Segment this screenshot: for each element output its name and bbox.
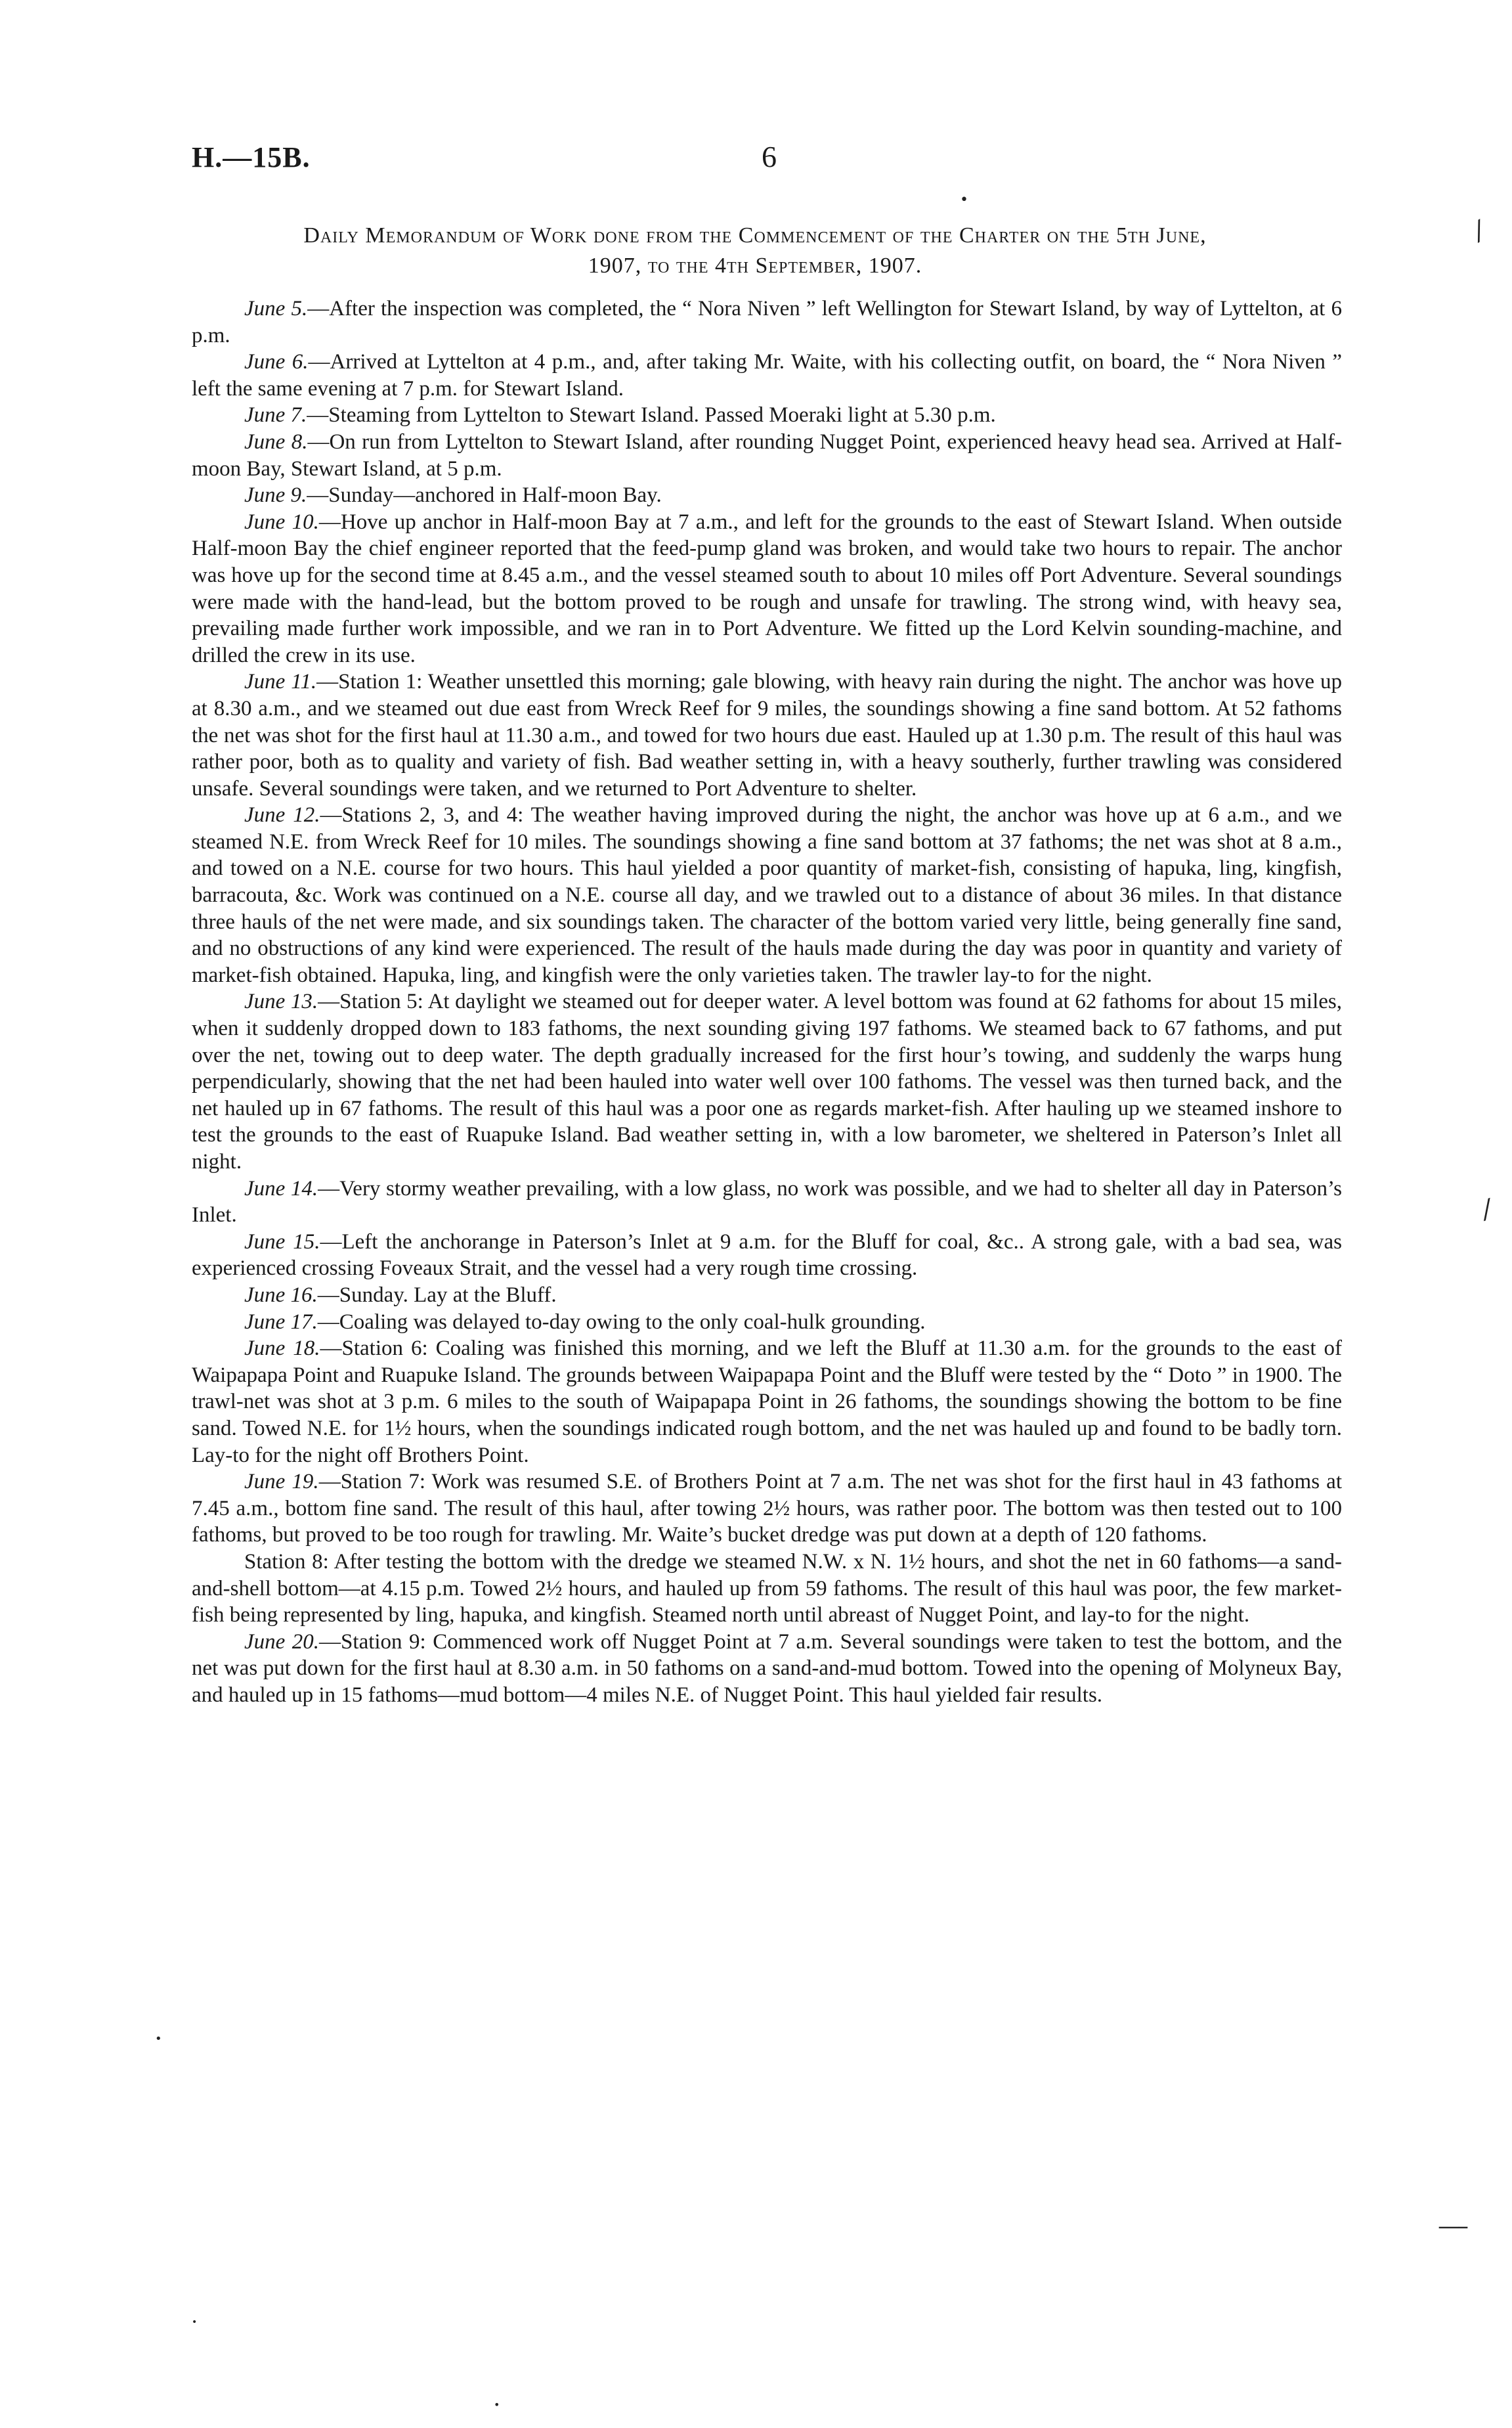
scan-tick-mark: ⁄ [1469,217,1489,246]
entry-date: June 10. [244,510,319,534]
memorandum-title-line-2: 1907, to the 4th September, 1907. [588,254,922,278]
memorandum-body [192,296,1342,1708]
entry-text: —Very stormy weather prevailing, with a low glass, no work was possible, and we had to shelter all day in Paterson’s Inlet. [192,1176,1343,1227]
entry-text: —Stations 2, 3, and 4: The weather having improved during the night, the anchor was hove up at 6 a.m., and we steamed N.E. from Wreck Reef for 10 miles. The soundings showing a fine sand bottom at 37 fathoms; the net was shot at 8 a.m., and towed on a N.E. course for two hours. This haul yielded a poor quantity of market-fish, consisting of hapuka, ling, kingfish, barracouta, &c. Work was continued on a N.E. course all day, and we trawled out to a distance of about 36 miles. In that distance three hauls of the net were made, and six soundings taken. The character of the bottom varied very little, being generally fine sand, and no obstructions of any kind were experienced. The result of the hauls made during the day was poor in quantity and variety of market-fish obtained. Hapuka, ling, and kingfish were the only varieties taken. The trawler lay-to for the night. [192,803,1342,987]
entry-june-9 [192,482,1342,509]
scan-dot-mark: • [960,192,968,208]
entry-june-13 [192,988,1342,1175]
scan-dot-mark: • [155,2032,162,2046]
entry-text: —Station 7: Work was resumed S.E. of Brothers Point at 7 a.m. The net was shot for the first haul in 43 fathoms at 7.45 a.m., bottom fine sand. The result of this haul, after towing 2½ hours, was rather poor. The bottom was then tested out to 100 fathoms, but proved to be too rough for trawling. Mr. Waite’s bucket dredge was put down at a depth of 120 fathoms. [192,1470,1342,1547]
entry-text: Station 8: After testing the bottom with the dredge we steamed N.W. x N. 1½ hours, and shot the net in 60 fathoms—a sand-and-shell bottom—at 4.15 p.m. Towed 2½ hours, and hauled up from 59 fathoms. The result of this haul was poor, the few market-fish being represented by ling, hapuka, and kingfish. Steamed north until abreast of Nugget Point, and lay-to for the night. [192,1549,1342,1627]
entry-text: —Steaming from Lyttelton to Stewart Island. Passed Moeraki light at 5.30 p.m. [307,403,996,428]
entry-date: June 5. [244,297,308,320]
entry-june-10 [192,509,1342,669]
entry-june-11 [192,669,1342,802]
entry-date: June 19. [244,1470,319,1494]
scan-dot-mark: • [192,2317,198,2328]
entry-text: —Coaling was delayed to-day owing to the only coal-hulk grounding. [317,1310,926,1334]
entry-date: June 18. [244,1336,320,1361]
entry-june-19 [192,1468,1342,1549]
entry-date: June 8. [244,430,308,454]
entry-date: June 6. [244,350,309,374]
entry-text: —Left the anchorange in Paterson’s Inlet at 9 a.m. for the Bluff for coal, &c.. A strong gale, with a bad sea, was experienced crossing Foveaux Strait, and the vessel had a very rough time crossing. [192,1229,1342,1281]
entry-text: —On run from Lyttelton to Stewart Island, after rounding Nugget Point, experienced heavy head sea. Arrived at Half-moon Bay, Stewart Island, at 5 p.m. [192,430,1343,481]
entry-june-20 [192,1629,1342,1709]
entry-text: —Sunday. Lay at the Bluff. [317,1283,557,1307]
entry-date: June 11. [244,670,317,694]
entry-date: June 9. [244,483,307,508]
scan-tick-mark: ⁄ [1480,1195,1495,1225]
entry-june-18 [192,1335,1342,1468]
entry-date: June 14. [244,1176,318,1201]
entry-june-7 [192,402,1342,429]
entry-june-8 [192,429,1342,482]
entry-june-16 [192,1282,1342,1309]
entry-text: —After the inspection was completed, the “ Nora Niven ” left Wellington for Stewart Island, by way of Lyttelton, at 6 p.m. [192,297,1342,347]
page-number: 6 [762,140,777,173]
scan-dot-mark: • [494,2398,500,2411]
entry-date: June 7. [244,403,307,428]
entry-june-14 [192,1176,1342,1229]
entry-date: June 13. [244,990,318,1014]
entry-text: —Station 6: Coaling was finished this morning, and we left the Bluff at 11.30 a.m. for the grounds to the east of Waipapapa Point and Ruapuke Island. The grounds between Waipapapa Point and the Bluff were tested by the “ Doto ” in 1900. The trawl-net was shot at 3 p.m. 6 miles to the south of Waipapapa Point in 26 fathoms, the soundings showing the bottom to be fine sand. Towed N.E. for 1½ hours, when the soundings indicated rough bottom, and the net was hauled up and found to be badly torn. Lay-to for the night off Brothers Point. [192,1336,1342,1467]
entry-text: —Station 1: Weather unsettled this morning; gale blowing, with heavy rain during the night. The anchor was hove up at 8.30 a.m., and we steamed out due east from Wreck Reef for 9 miles, the soundings showing a fine sand bottom. At 52 fathoms the net was shot for the first haul at 11.30 a.m., and towed for two hours due east. Hauled up at 1.30 p.m. The result of this haul was rather poor, both as to quality and variety of fish. Bad weather setting in, with a heavy southerly, further trawling was considered unsafe. Several soundings were taken, and we returned to Port Adventure to shelter. [192,670,1342,801]
entry-june-6 [192,349,1342,402]
entry-date: June 15. [244,1229,320,1254]
memorandum-title-line-1: Daily Memorandum of Work done from the Commencement of the Charter on the 5th June, [303,223,1207,248]
entry-june-15 [192,1229,1342,1282]
entry-june-12 [192,802,1342,988]
entry-date: June 20. [244,1629,320,1654]
entry-june-5 [192,296,1342,349]
page-reference: H.—15B. [192,141,311,173]
entry-date: June 17. [244,1310,318,1334]
entry-june-17 [192,1309,1342,1336]
entry-text: —Station 9: Commenced work off Nugget Point at 7 a.m. Several soundings were taken to test the bottom, and the net was put down for the first haul at 8.30 a.m. in 50 fathoms on a sand-and-mud bottom. Towed into the opening of Molyneux Bay, and hauled up in 15 fathoms—mud bottom—4 miles N.E. of Nugget Point. This haul yielded fair results. [192,1629,1343,1707]
entry-station-8 [192,1549,1342,1629]
entry-date: June 12. [244,803,320,828]
entry-text: —Arrived at Lyttelton at 4 p.m., and, after taking Mr. Waite, with his collecting outfit, on board, the “ Nora Niven ” left the same evening at 7 p.m. for Stewart Island. [192,350,1343,401]
entry-text: —Sunday—anchored in Half-moon Bay. [307,483,662,508]
entry-date: June 16. [244,1283,318,1307]
entry-text: —Station 5: At daylight we steamed out for deeper water. A level bottom was found at 62 fathoms for about 15 miles, when it suddenly dropped down to 183 fathoms, the next sounding giving 197 fathoms. We steamed back to 67 fathoms, and put over the net, towing out to deep water. The depth gradually increased for the first hour’s towing, and suddenly the warps hung perpendicularly, showing that the net had been hauled into water well over 100 fathoms. The vessel was then turned back, and the net hauled up in 67 fathoms. The result of this haul was a poor one as regards market-fish. After hauling up we steamed inshore to test the grounds to the east of Ruapuke Island. Bad weather setting in, with a low barometer, we sheltered in Paterson’s Inlet all night. [192,990,1343,1174]
scan-dash-mark: —– [1438,2213,1466,2240]
entry-text: —Hove up anchor in Half-moon Bay at 7 a.m., and left for the grounds to the east of Stewart Island. When outside Half-moon Bay the chief engineer reported that the feed-pump gland was broken, and would take two hours to repair. The anchor was hove up for the second time at 8.45 a.m., and the vessel steamed south to about 10 miles off Port Adventure. Several soundings were made with the hand-lead, but the bottom proved to be rough and unsafe for trawling. The strong wind, with heavy sea, prevailing made further work impossible, and we ran in to Port Adventure. We fitted up the Lord Kelvin sounding-machine, and drilled the crew in its use. [192,510,1343,667]
